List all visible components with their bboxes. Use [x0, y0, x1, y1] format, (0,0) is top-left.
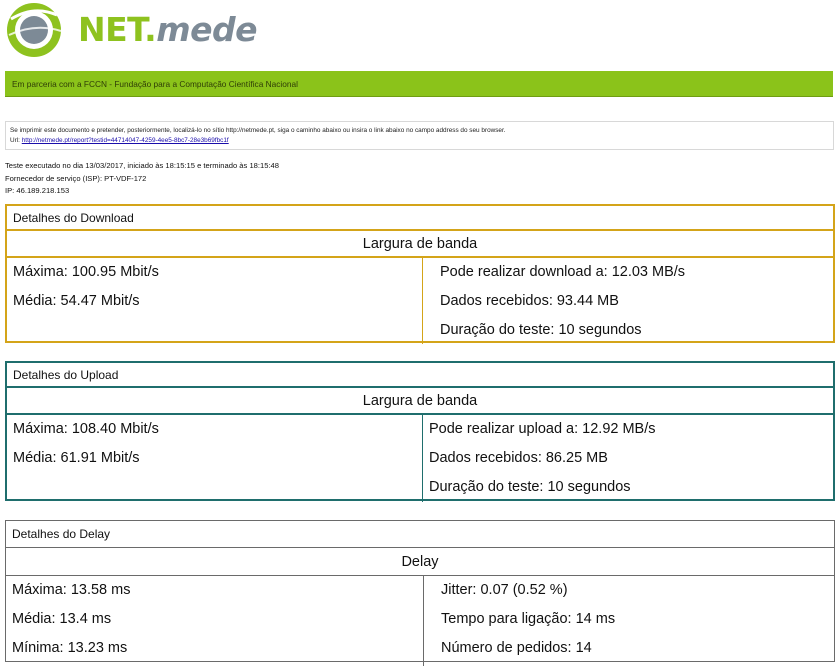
test-execution-info: Teste executado no dia 13/03/2017, iniciado às 18:15:15 e terminado às 18:15:48 [5, 161, 279, 170]
upload-duration: Duração do teste: 10 segundos [429, 479, 631, 495]
download-duration: Duração do teste: 10 segundos [440, 322, 642, 338]
netmede-logo-icon [5, 1, 63, 59]
delay-stats-column [424, 576, 615, 666]
delay-details-panel [5, 520, 835, 662]
partner-banner [5, 71, 833, 97]
report-url-line [10, 137, 229, 144]
download-rate: Pode realizar download a: 12.03 MB/s [440, 264, 686, 280]
isp-info: Fornecedor de serviço (ISP): PT-VDF-172 [5, 174, 147, 183]
upload-bandwidth-heading: Largura de banda [7, 388, 833, 415]
upload-details-panel [5, 361, 835, 501]
delay-details-title: Detalhes do Delay [6, 521, 834, 548]
delay-connection-time: Tempo para ligação: 14 ms [441, 611, 616, 627]
netmede-logo-text: NET.mede [78, 10, 257, 49]
download-details-panel [5, 204, 835, 343]
download-max: Máxima: 100.95 Mbit/s [13, 264, 159, 280]
upload-rate: Pode realizar upload a: 12.92 MB/s [429, 421, 656, 437]
delay-min: Mínima: 13.23 ms [12, 640, 128, 656]
page-header [0, 0, 838, 64]
report-url-label: Url: [10, 137, 20, 144]
delay-heading: Delay [6, 548, 834, 576]
download-bandwidth-heading: Largura de banda [7, 231, 833, 258]
upload-avg: Média: 61.91 Mbit/s [13, 450, 140, 466]
download-bandwidth-column [7, 258, 423, 344]
partner-banner-text: Em parceria com a FCCN - Fundação para a Computação Científica Nacional [12, 79, 298, 89]
print-notice-text: Se imprimir este documento e pretender, posteriormente, localizá-lo no sítio http://netmede.pt, siga o caminho abaixo ou insira o link abaixo no campo address do seu browser. [10, 127, 506, 134]
download-stats-column [423, 258, 685, 345]
upload-stats-column [423, 415, 656, 502]
delay-avg: Média: 13.4 ms [12, 611, 112, 627]
report-url-link[interactable]: http://netmede.pt/report?testid=44714047-4259-4ee5-8bc7-28e3b69fbc1f [21, 137, 229, 144]
upload-data-received: Dados recebidos: 86.25 MB [429, 450, 608, 466]
delay-request-count: Número de pedidos: 14 [441, 640, 592, 656]
delay-jitter: Jitter: 0.07 (0.52 %) [441, 582, 568, 598]
upload-details-title: Detalhes do Upload [7, 363, 833, 388]
ip-info: IP: 46.189.218.153 [5, 186, 70, 195]
download-data-received: Dados recebidos: 93.44 MB [440, 293, 619, 309]
delay-max: Máxima: 13.58 ms [12, 582, 131, 598]
upload-bandwidth-column [7, 415, 423, 502]
delay-values-column [6, 576, 424, 666]
download-details-title: Detalhes do Download [7, 206, 833, 231]
upload-max: Máxima: 108.40 Mbit/s [13, 421, 159, 437]
download-avg: Média: 54.47 Mbit/s [13, 293, 140, 309]
print-notice [5, 121, 834, 150]
